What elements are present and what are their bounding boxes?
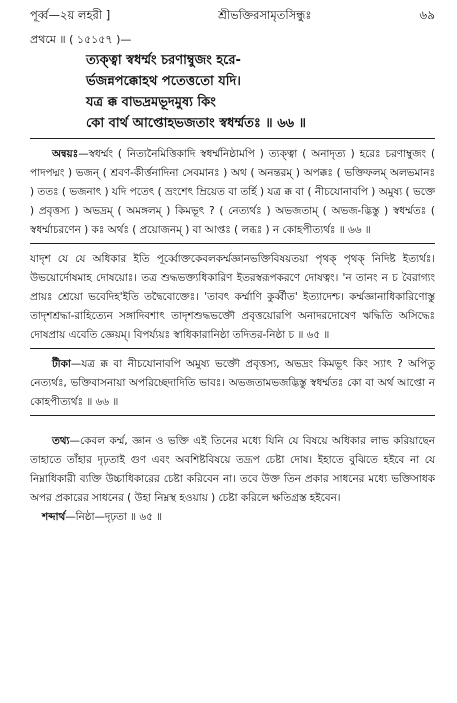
- divider: [30, 348, 435, 349]
- divider: [30, 415, 435, 416]
- header-book-title: শ্রীভক্তিরসামৃতসিন্ধুঃ: [218, 8, 312, 22]
- anvaya-paragraph: [30, 145, 435, 240]
- tattva-paragraph: [30, 432, 435, 508]
- divider: [30, 243, 435, 244]
- sabdartha-paragraph: [30, 508, 435, 527]
- tattva-label: তথ্য: [52, 435, 70, 447]
- commentary-paragraph: যাদৃশ যে যে অধিকার ইতি পূর্ব্বোক্তকেবলকর্ম্মজ্ঞানভক্তিবিষয়তয়া পৃথক্ পৃথক্ নিদিষ্ট ইত্যর্থঃ। উভয়োর্দোষমাহ দোষয়োঃ। তত্র শুদ্ধভক্ত্যধিকারিণ ইতরস্বরূপকরণে দোষত্বং। 'ন তানং ন চ বৈরাগ্যং প্রায়ঃ শ্রেয়ো ভবেদিহ'ইতি তদ্বৈবোক্তেঃ। 'তাবৎ কর্ম্মাণি কুর্ব্বীত' ইত্যাদেশ্চ। কর্ম্মজ্ঞানাধিকারিণোস্তু তাদৃশশ্রদ্ধা-রাহিত্যেন সঙ্গাদিবশাৎ তাদৃশশুদ্ধভক্তৌ প্রবৃত্তয়োরপি অনাদরদোষেণ ঋদ্ধিতি অসিদ্ধেঃ দোষপ্রায় এবেতি জ্ঞেয়ম্। বিপর্য্যয়ঃ স্বাধিকারানিষ্ঠা তদিতর-নিষ্ঠা চ ॥ ৬৫ ॥: [30, 253, 435, 341]
- verse-line: কো বার্থ আপ্তোহভজতাং স্বধর্ম্মতঃ ॥ ৬৬ ॥: [86, 116, 306, 131]
- verse-line: ত্যক্ত্বা স্বধর্ম্মং চরণাম্বুজং হরে-: [86, 53, 241, 68]
- tattva-text: —কেবল কর্ম্ম, জ্ঞান ও ভক্তি এই তিনের মধ্যে যিনি যে বিষয়ে অধিকার লাভ করিয়াছেন তাহাতে তাঁহার দৃঢ়তাই গুণ এবং অবশিষ্টবিষয়ে তদ্রূপ চেষ্টা দোষ। ইহাতে বুঝিতে হইবে না যে নিম্নাধিকারী ব্যক্তি উচ্চাধিকারের চেষ্টা করিবেন না। তবে উক্ত তিন প্রকার সাধনের মধ্যে ভক্তিসাধক অপর প্রকারের সাধনের ( উহা নিম্নস্থ হওয়ায় ) চেষ্টা করিলে ক্ষতিগ্রস্ত হইবেন।: [30, 435, 435, 504]
- tika-label: টীকা: [52, 358, 71, 370]
- sabdartha-label: শব্দার্থ: [42, 511, 66, 523]
- anvaya-text: —স্বধর্ম্মং ( নিত্যনৈমিত্তিকাদি স্বধর্ম্মনিষ্ঠামপি ) ত্যক্ত্বা ( অনাদৃত্য ) হরেঃ চরণাম্বুজং ( পাদপদ্মং ) ভজন্ ( শ্রবণ-কীর্ত্তনাদিনা সেবমানঃ ) অথ ( অনন্তরম্ ) অপক্কঃ ( ভক্তিফলম্ অলভমানঃ ) ততঃ ( ভজনাৎ ) যদি পতেৎ ( ভ্রংশেৎ ম্রিয়েত বা তর্হি ) যত্র ক্ক বা ( নীচযোনাবপি ) অমুষ্য ( ভক্তে ) প্রবৃত্তস্য ) অভদ্রম্ ( অমঙ্গলম্ ) কিমভূৎ ? ( নেত্যর্থঃ ) অভজতাম্ ( অভজ-দ্ভিস্তু ) স্বধর্ম্মতঃ ( স্বধর্ম্মাচরণেন ) কঃ অর্থঃ ( প্রয়োজনম্ ) বা আপ্তঃ ( লব্ধঃ ) ন কোহপীত্যর্থঃ ॥ ৬৬ ॥: [30, 148, 435, 236]
- header-chapter: পূর্ব্ব—২য় লহরী ]: [30, 8, 111, 22]
- tika-text: —যত্র ক্ক বা নীচযোনাবপি অমুষ্য ভক্তৌ প্রবৃত্তস্য, অভদ্রং কিমভূৎ কিং স্যাৎ ? অপিতু নেত্যর্থঃ, ভক্তিবাসনায়া অপরিচ্ছেদাদিতি ভাবঃ। অভজতামভজদ্ভিস্তু স্বধর্ম্মতঃ কো বা অর্থ আপ্তো ন কোহপীত্যর্থঃ ॥ ৬৬ ॥: [30, 358, 435, 408]
- verse: [30, 50, 435, 134]
- page-number: ৬৯: [419, 8, 435, 22]
- tika-paragraph: [30, 355, 435, 412]
- anvaya-label: অন্বয়ঃ: [52, 148, 79, 160]
- verse-line: র্ভজন্নপক্কোহথ পতেত্ততো যদি।: [86, 74, 241, 89]
- page-header: [30, 6, 435, 24]
- verse-line: যত্র ক্ক বাভদ্রমভূদমুষ্য কিং: [86, 95, 216, 110]
- verse-reference: প্রথমে ॥ ( ১৫১৫৭ )—: [30, 33, 132, 46]
- sabdartha-text: —নিষ্ঠা—দৃঢ়তা ॥ ৬৫ ॥: [65, 511, 163, 523]
- divider: [30, 138, 435, 139]
